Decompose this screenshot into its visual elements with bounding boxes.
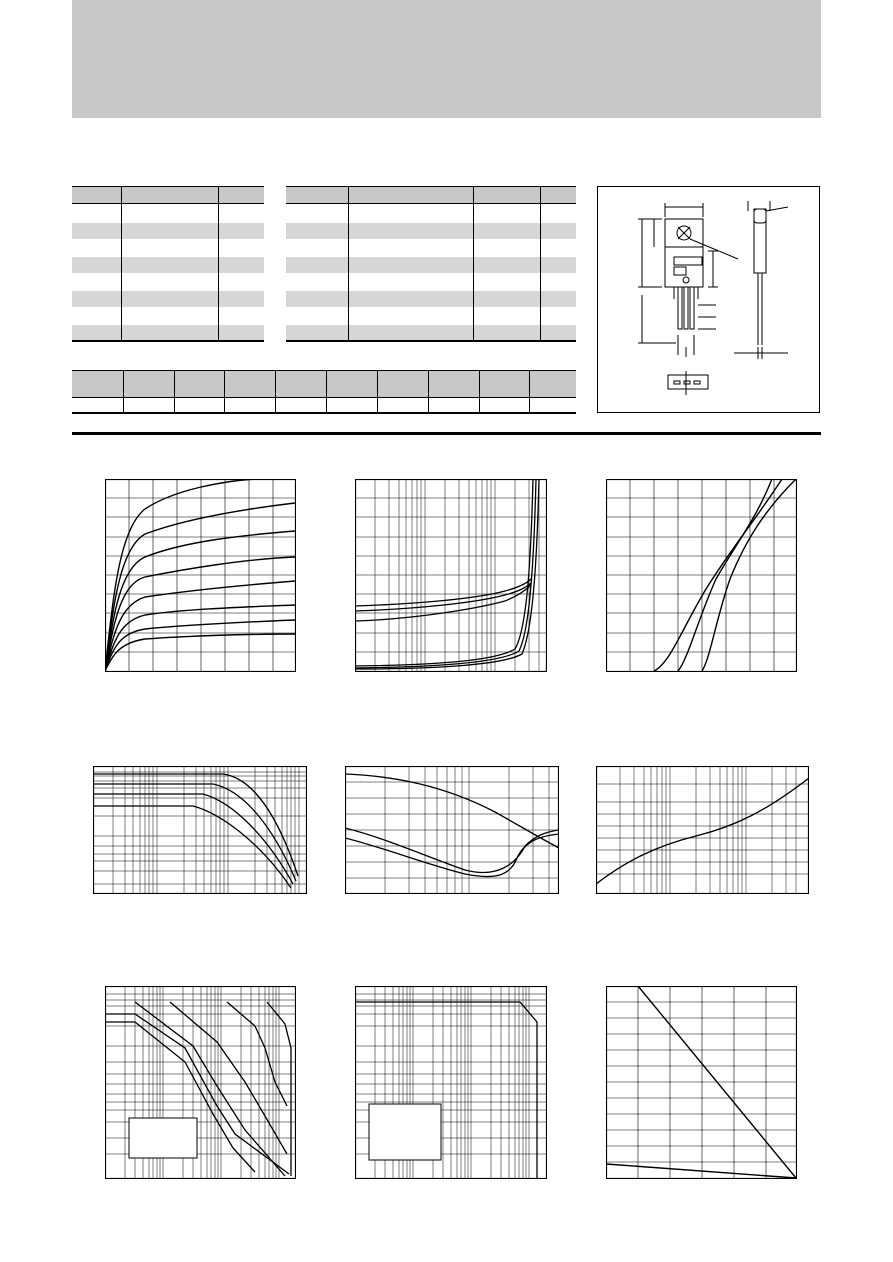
spec-table-right: [286, 186, 576, 341]
header-band: [72, 0, 821, 118]
table-row: [286, 291, 576, 307]
table-column-divider: [174, 370, 175, 413]
table-rule: [72, 186, 264, 187]
table-column-divider: [473, 186, 474, 341]
table-header: [286, 186, 576, 203]
package-outline-box: [597, 186, 820, 413]
chart-curves: [596, 778, 809, 884]
table-row: [72, 223, 264, 239]
table-row: [72, 325, 264, 341]
table-column-divider: [121, 186, 122, 341]
chart-8: [355, 986, 547, 1179]
table-column-divider: [224, 370, 225, 413]
chart-grid: [596, 766, 809, 893]
table-column-divider: [275, 370, 276, 413]
table-column-divider: [123, 370, 124, 413]
chart-6: [596, 766, 809, 894]
table-row: [286, 325, 576, 341]
table-column-divider: [529, 370, 530, 413]
table-column-divider: [428, 370, 429, 413]
chart-curves: [345, 774, 559, 877]
chart-frame: [106, 480, 296, 672]
chart-grid: [93, 766, 307, 893]
table-row: [72, 291, 264, 307]
table-column-divider: [479, 370, 480, 413]
table-rule: [72, 203, 264, 204]
table-rule: [286, 203, 576, 204]
table-row: [286, 223, 576, 239]
table-rule: [72, 370, 576, 371]
table-column-divider: [377, 370, 378, 413]
table-header: [72, 186, 264, 203]
table-column-divider: [348, 186, 349, 341]
table-rule: [72, 397, 576, 398]
section-divider: [72, 432, 821, 435]
table-column-divider: [218, 186, 219, 341]
chart-frame: [607, 987, 797, 1179]
legend-box: [369, 1104, 441, 1160]
table-column-divider: [326, 370, 327, 413]
package-outline-icon: [598, 187, 819, 412]
chart-2: [355, 479, 547, 672]
chart-9: [606, 986, 797, 1179]
chart-1: [105, 479, 296, 672]
chart-7: [105, 986, 296, 1179]
table-row: [72, 257, 264, 273]
table-row: [286, 257, 576, 273]
chart-grid: [606, 479, 796, 671]
chart-curves: [355, 479, 539, 669]
table-rule: [286, 186, 576, 187]
spec-table-left: [72, 186, 264, 341]
legend-box: [129, 1118, 197, 1158]
chart-4: [93, 766, 307, 894]
chart-frame: [597, 767, 809, 894]
table-column-divider: [540, 186, 541, 341]
chart-5: [345, 766, 559, 894]
table-header: [72, 370, 576, 397]
chart-3: [606, 479, 797, 672]
chart-frame: [94, 767, 307, 894]
table-rule: [72, 340, 264, 342]
chart-frame: [607, 480, 797, 672]
table-rule: [72, 412, 576, 414]
table-rule: [286, 340, 576, 342]
chart-grid: [606, 986, 796, 1178]
spec-table-bottom: [72, 370, 576, 413]
